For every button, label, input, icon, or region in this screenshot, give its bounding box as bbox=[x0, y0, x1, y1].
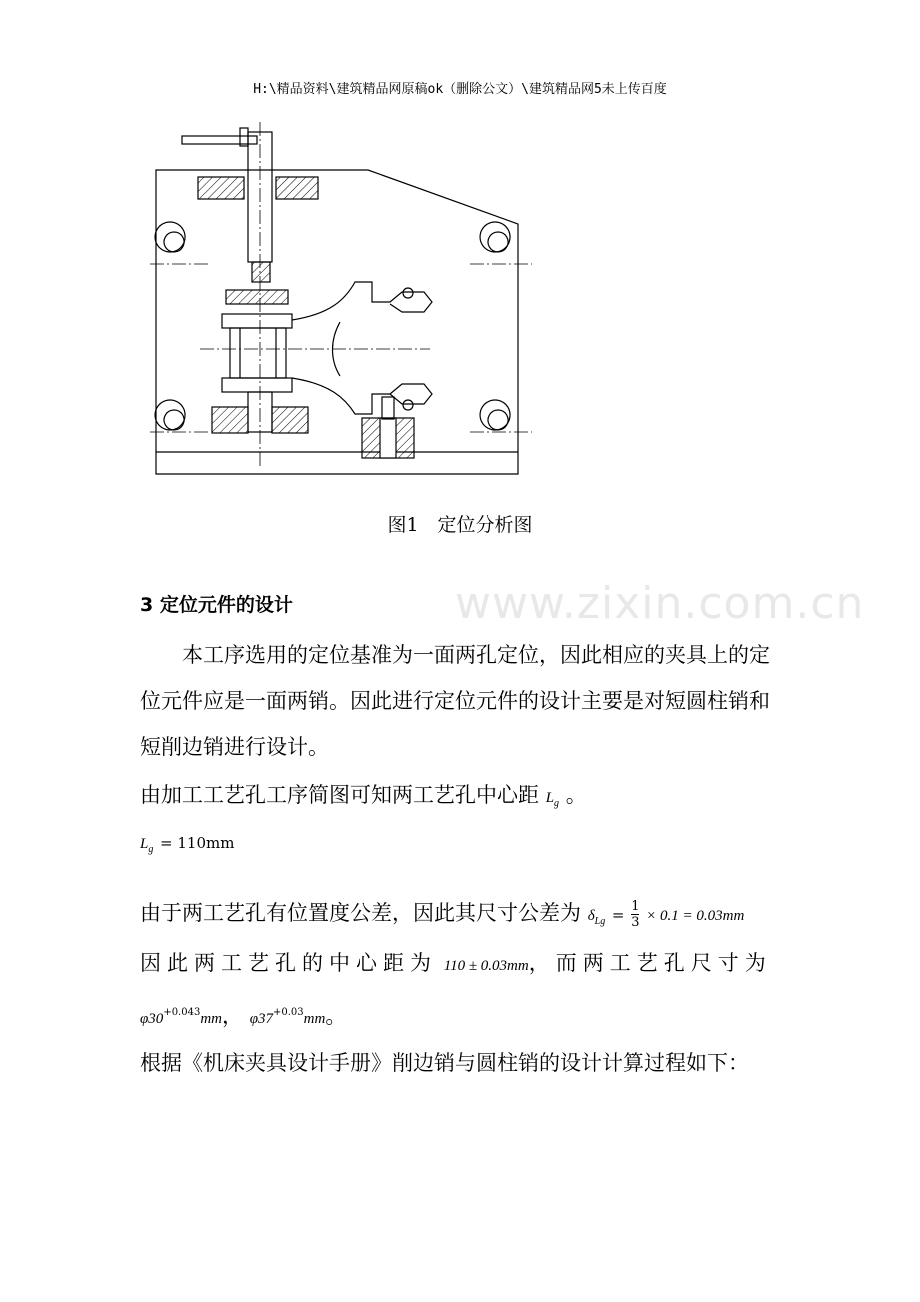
delta-fraction-num: 1 bbox=[631, 899, 640, 914]
hole-sizes bbox=[140, 990, 780, 1042]
document-header-path: H:\精品资料\建筑精品网原稿ok（删除公文）\建筑精品网5未上传百度 bbox=[253, 82, 667, 97]
center-value-text: 因此两工艺孔的中心距为 bbox=[140, 951, 437, 975]
hole-sizes-comma: ， bbox=[222, 1004, 243, 1028]
formula-lg-value: = 110mm bbox=[160, 834, 235, 852]
paragraph-tolerance bbox=[140, 890, 780, 945]
phi30-tolerance: +0.043 bbox=[163, 1007, 201, 1018]
delta-symbol: $\delta_{Lg}$ bbox=[587, 908, 606, 927]
paragraph-intro bbox=[140, 632, 780, 770]
paragraph-reference bbox=[140, 1040, 780, 1086]
phi30-unit: mm bbox=[200, 1011, 222, 1027]
phi37-unit: mm bbox=[303, 1011, 326, 1027]
paragraph-intro-text: 本工序选用的定位基准为一面两孔定位，因此相应的夹具上的定位元件应是一面两销。因此进行定位元件的设计主要是对短圆柱销和短削边销进行设计。 bbox=[140, 643, 770, 759]
lg-symbol: $L_g$ bbox=[545, 790, 560, 809]
paragraph-center-distance-value bbox=[140, 940, 780, 989]
center-distance-text: 由加工工艺孔工序简图可知两工艺孔中心距 bbox=[140, 783, 539, 807]
delta-fraction-den: 3 bbox=[631, 915, 640, 930]
formula-lg-symbol: $L_g$ bbox=[140, 836, 154, 855]
watermark: www.zixin.com.cn bbox=[455, 578, 865, 629]
figure-caption: 图1 定位分析图 bbox=[387, 514, 533, 536]
delta-formula-rest: × 0.1 = 0.03mm bbox=[646, 908, 745, 924]
hole-size-text: ，而两工艺孔尺寸为 bbox=[528, 951, 772, 975]
phi30: φ30 bbox=[140, 1011, 164, 1027]
delta-fraction bbox=[631, 899, 639, 930]
fixture-drawing bbox=[140, 122, 540, 482]
section-heading: 3 定位元件的设计 bbox=[140, 594, 293, 616]
hole-sizes-period: 。 bbox=[325, 1004, 347, 1028]
formula-lg bbox=[140, 818, 780, 873]
phi37-tolerance: +0.03 bbox=[273, 1007, 304, 1018]
center-distance-period: 。 bbox=[565, 783, 587, 807]
center-value: 110 ± 0.03mm bbox=[443, 958, 529, 974]
phi37: φ37 bbox=[249, 1011, 273, 1027]
reference-text: 根据《机床夹具设计手册》削边销与圆柱销的设计计算过程如下： bbox=[140, 1051, 749, 1075]
delta-eq: = bbox=[611, 906, 625, 924]
tolerance-text: 由于两工艺孔有位置度公差，因此其尺寸公差为 bbox=[140, 901, 581, 925]
